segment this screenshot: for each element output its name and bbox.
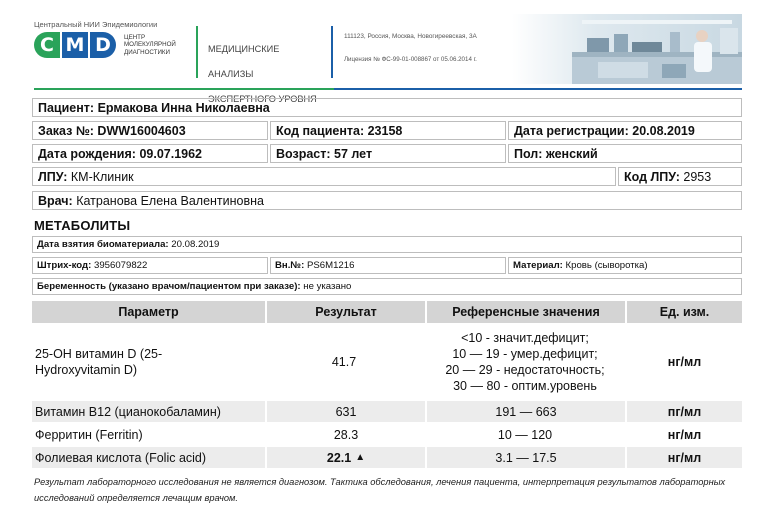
table-row [32, 424, 742, 445]
logo-subtitle: ЦЕНТР МОЛЕКУЛЯРНОЙ ДИАГНОСТИКИ [124, 34, 176, 56]
laboratory-photo-illustration [512, 14, 742, 84]
unit: нг/мл [667, 355, 702, 369]
age-label: Возраст: [276, 147, 331, 161]
sample-date-row [32, 236, 742, 253]
material-cell [508, 257, 742, 274]
pregnancy-row [32, 278, 742, 295]
sample-date-cell [32, 236, 742, 253]
doctor-cell [32, 191, 742, 210]
reference-line: 10 — 19 - умер.дефицит; [452, 347, 598, 361]
unit: нг/мл [667, 427, 702, 442]
parameter-name [32, 325, 265, 399]
parameter-name: Витамин B12 (цианокобаламин) [32, 401, 265, 422]
birth-date-cell [32, 144, 268, 163]
column-header-parameter: Параметр [32, 301, 265, 323]
parameter-name: Ферритин (Ferritin) [35, 427, 143, 442]
registration-date-label: Дата регистрации: [514, 124, 629, 138]
patient-name: Ермакова Инна Николаевна [97, 101, 270, 115]
doctor-row [32, 191, 742, 210]
doctor-name: Катранова Елена Валентиновна [76, 194, 264, 208]
lpu-cell [32, 167, 616, 186]
reference-range: 3.1 — 17.5 [427, 447, 625, 468]
reference-range [427, 325, 623, 399]
order-label: Заказ №: [38, 124, 94, 138]
result-value: 41.7 [331, 355, 357, 369]
reference-range: 10 — 120 [497, 427, 553, 442]
sample-date: 20.08.2019 [171, 239, 220, 250]
reference-lines [445, 330, 604, 394]
lab-license: Лицензия № ФС-99-01-008867 от 05.06.2014 г. [344, 56, 477, 63]
sex-label: Пол: [514, 147, 543, 161]
patient-code-label: Код пациента: [276, 124, 365, 138]
internal-number: PS6M1216 [306, 260, 355, 271]
reference-range: 191 — 663 [427, 401, 625, 422]
sex-cell [508, 144, 742, 163]
barcode-cell [32, 257, 268, 274]
material-label: Материал: [513, 260, 563, 271]
lpu-code-cell [618, 167, 742, 186]
result-value: 22.1 [326, 450, 352, 465]
birth-date-label: Дата рождения: [38, 147, 136, 161]
reference-line: <10 - значит.дефицит; [461, 331, 589, 345]
registration-date-cell [508, 121, 742, 140]
slogan-line-3: ЭКСПЕРТНОГО УРОВНЯ [208, 93, 317, 104]
barcode: 3956079822 [94, 260, 148, 271]
unit: пг/мл [627, 401, 742, 422]
patient-code-cell [270, 121, 506, 140]
section-title: МЕТАБОЛИТЫ [34, 218, 131, 233]
slogan-line-1: МЕДИЦИНСКИЕ [208, 43, 280, 54]
reference-line: 30 — 80 - оптим.уровень [453, 379, 597, 393]
table-row [32, 401, 742, 422]
patient-name-cell [32, 98, 742, 117]
table-row [32, 325, 742, 399]
patient-name-label: Пациент: [38, 101, 95, 115]
unit: нг/мл [627, 447, 742, 468]
table-row [32, 447, 742, 468]
lpu-name: КМ-Клиник [70, 170, 134, 184]
pregnancy-cell [32, 278, 742, 295]
laboratory-photo [512, 14, 742, 84]
barcode-label: Штрих-код: [37, 260, 92, 271]
parameter-name-text: 25-ОН витамин D (25-Hydroxyvitamin D) [35, 347, 163, 377]
result-value: 28.3 [333, 427, 359, 442]
column-header-result: Результат [267, 301, 425, 323]
logo-letter-m: M [62, 32, 88, 58]
birth-date: 09.07.1962 [139, 147, 202, 161]
registration-date: 20.08.2019 [632, 124, 695, 138]
internal-number-label: Вн.№: [275, 260, 305, 271]
age: 57 лет [334, 147, 373, 161]
report-header [0, 0, 766, 104]
header-divider-green [196, 26, 198, 78]
doctor-label: Врач: [38, 194, 73, 208]
lpu-code-label: Код ЛПУ: [624, 170, 680, 184]
patient-code: 23158 [367, 124, 403, 138]
order-row [32, 121, 742, 140]
results-header-row [32, 301, 742, 323]
material: Кровь (сыворотка) [565, 260, 648, 271]
sex: женский [545, 147, 598, 161]
sample-date-label: Дата взятия биоматериала: [37, 239, 169, 250]
pregnancy-status: не указано [303, 281, 352, 292]
logo-letter-c: C [34, 32, 60, 58]
lpu-code: 2953 [683, 170, 712, 184]
slogan-line-2: АНАЛИЗЫ [208, 68, 254, 79]
internal-number-cell [270, 257, 506, 274]
lpu-label: ЛПУ: [38, 170, 68, 184]
header-divider-blue [331, 26, 333, 78]
parameter-name: Фолиевая кислота (Folic acid) [32, 447, 265, 468]
column-header-unit: Ед. изм. [627, 301, 742, 323]
logo-letter-d: D [90, 32, 116, 58]
reference-line: 20 — 29 - недостаточность; [445, 363, 605, 377]
result-value-flagged [267, 447, 425, 468]
column-header-reference: Референсные значения [427, 301, 625, 323]
disclaimer-footnote: Результат лабораторного исследования не является диагнозом. Тактика обследования, лечения пациента, интерпретация результатов лабораторных исследований определяется лечащим врачом. [34, 477, 726, 503]
lpu-row [32, 167, 742, 186]
patient-row [32, 98, 742, 117]
lab-address: 111123, Россия, Москва, Новогиреевская, 3А [344, 33, 477, 40]
result-value: 631 [267, 401, 425, 422]
order-cell [32, 121, 268, 140]
age-cell [270, 144, 506, 163]
above-range-arrow-icon: ▲ [355, 452, 366, 463]
header-rule-blue [334, 88, 742, 90]
birth-row [32, 144, 742, 163]
org-name: Центральный НИИ Эпидемиологии [34, 20, 158, 29]
order-number: DWW16004603 [97, 124, 186, 138]
pregnancy-label: Беременность (указано врачом/пациентом при заказе): [37, 281, 301, 292]
barcode-row [32, 257, 742, 274]
cmd-logo [34, 32, 176, 58]
